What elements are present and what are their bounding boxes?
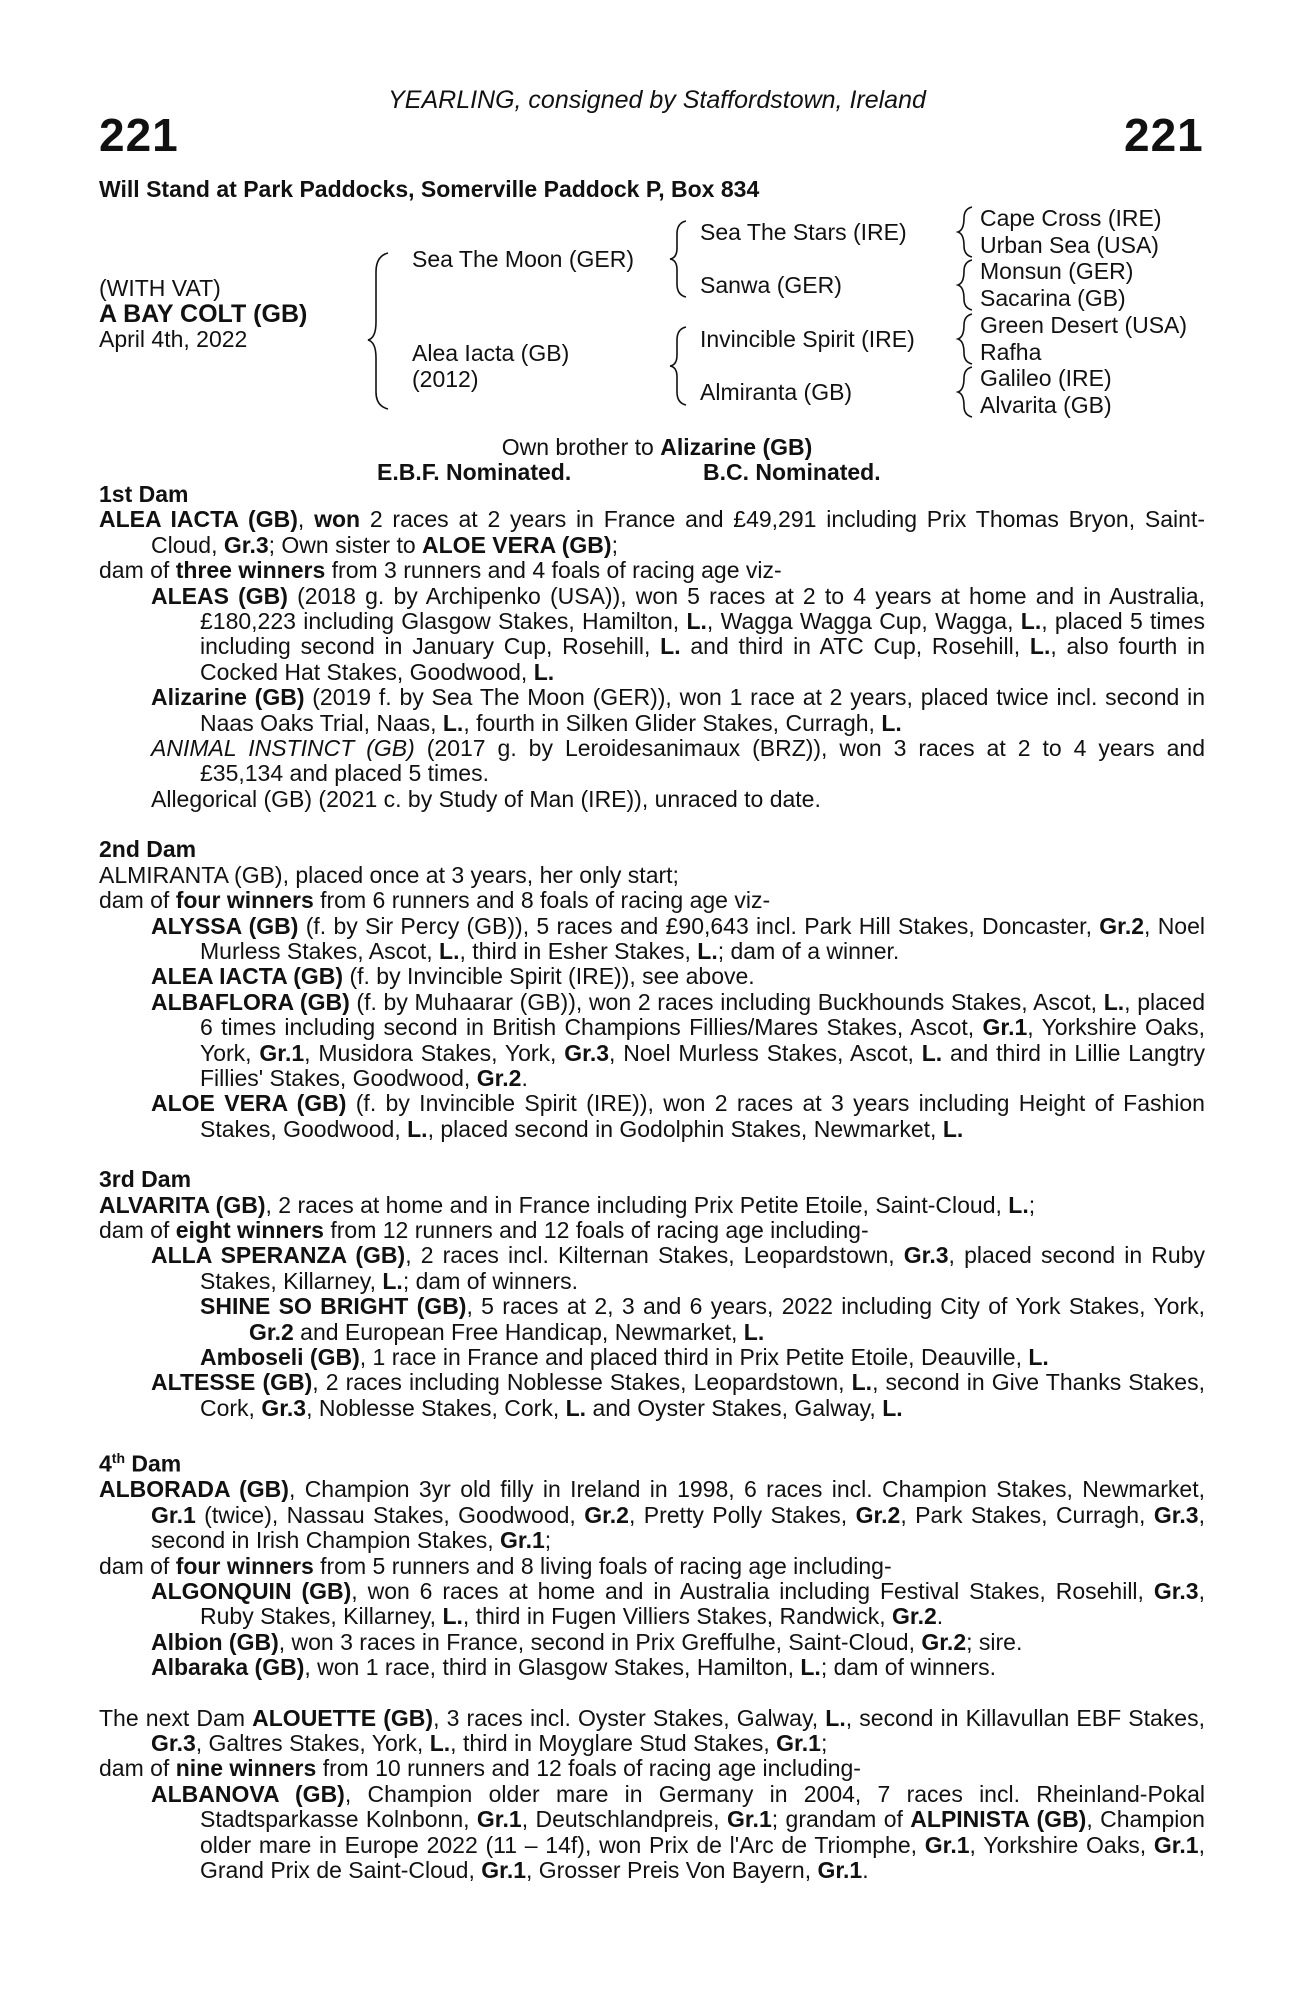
fourth-dam-entry: ALBORADA (GB), Champion 3yr old filly in Ireland in 1998, 6 races incl. Champion Stakes, Newmarket, Gr.1 (twice), Nassau Stakes, Goodwood, Gr.2, Pretty Polly Stakes, Gr.2, Park Stakes, Curragh, Gr.3, second in Irish Champion Stakes, Gr.1; [99,1476,1205,1554]
produce-amboseli: Amboseli (GB), 1 race in France and placed third in Prix Petite Etoile, Deauville, L. [200,1344,1049,1370]
first-dam-entry: ALEA IACTA (GB), won 2 races at 2 years in France and £49,291 including Prix Thomas Bryon, Saint-Cloud, Gr.3; Own sister to ALOE VERA (GB); [99,506,1205,558]
own-brother-name: Alizarine (GB) [660,434,813,460]
great-granddam-3: Rafha [980,339,1042,365]
second-dam-produce: dam of four winners from 6 runners and 8 foals of racing age viz- [99,887,771,914]
produce-aloe-vera: ALOE VERA (GB) (f. by Invincible Spirit (IRE)), won 2 races at 3 years including Height of Fashion Stakes, Goodwood, L., placed second in Godolphin Stakes, Newmarket, L. [151,1090,1205,1142]
great-grandsire-4: Galileo (IRE) [980,365,1112,391]
horse-name: A BAY COLT (GB) [99,300,308,328]
second-dam-entry: ALMIRANTA (GB), placed once at 3 years, her only start; [99,861,679,888]
foaling-date: April 4th, 2022 [99,326,248,352]
next-dam-produce: dam of nine winners from 10 runners and 12 foals of racing age including- [99,1755,861,1782]
produce-algonquin: ALGONQUIN (GB), won 6 races at home and in Australia including Festival Stakes, Rosehill, Gr.3, Ruby Stakes, Killarney, L., third in Fugen Villiers Stakes, Randwick, Gr.2. [151,1577,1205,1630]
great-grandsire-1: Cape Cross (IRE) [980,205,1162,231]
produce-alizarine: Alizarine (GB) (2019 f. by Sea The Moon (GER)), won 1 race at 2 years, placed twice incl. second in Naas Oaks Trial, Naas, L., fourth in Silken Glider Stakes, Curragh, L. [151,684,1206,736]
great-granddam-4: Alvarita (GB) [980,392,1112,418]
produce-allegorical: Allegorical (GB) (2021 c. by Study of Man (IRE)), unraced to date. [151,785,821,812]
bc-nominated: B.C. Nominated. [703,459,881,485]
sire-name: Sea The Moon (GER) [412,246,635,272]
produce-albion: Albion (GB), won 3 races in France, second in Prix Greffulhe, Saint-Cloud, Gr.2; sire. [151,1628,1023,1655]
great-granddam-2: Sacarina (GB) [980,285,1126,311]
consignment-line: YEARLING, consigned by Staffordstown, Ireland [388,86,926,114]
produce-animal-instinct: ANIMAL INSTINCT (GB) (2017 g. by Leroidesanimaux (BRZ)), won 3 races at 2 to 4 years and £35,134 and placed 5 times. [151,735,1205,787]
ebf-nominated: E.B.F. Nominated. [377,459,572,485]
lot-number-left: 221 [99,109,179,161]
produce-albaflora: ALBAFLORA (GB) (f. by Muhaarar (GB)), won 2 races including Buckhounds Stakes, Ascot, L., placed 6 times including second in British Champions Fillies/Mares Stakes, Ascot, Gr.1, Yorkshire Oaks, York, Gr.1, Musidora Stakes, York, Gr.3, Noel Murless Stakes, Ascot, L. and third in Lillie Langtry Fillies' Stakes, Goodwood, Gr.2. [151,988,1206,1091]
lot-number-right: 221 [1124,109,1204,161]
stand-location: Will Stand at Park Paddocks, Somerville Paddock P, Box 834 [99,176,760,202]
sire-dam: Sanwa (GER) [700,272,842,298]
third-dam-heading: 3rd Dam [99,1166,192,1193]
produce-alla-speranza: ALLA SPERANZA (GB), 2 races incl. Kilternan Stakes, Leopardstown, Gr.3, placed second in Ruby Stakes, Killarney, L.; dam of winners. [151,1242,1205,1294]
catalogue-body [99,482,1205,1883]
produce-albaraka: Albaraka (GB), won 1 race, third in Glasgow Stakes, Hamilton, L.; dam of winners. [151,1654,996,1681]
great-grandsire-3: Green Desert (USA) [980,312,1188,338]
third-dam-produce: dam of eight winners from 12 runners and 12 foals of racing age including- [99,1216,869,1243]
produce-albanova: ALBANOVA (GB), Champion older mare in Germany in 2004, 7 races incl. Rheinland-Pokal Stadtsparkasse Kolnbonn, Gr.1, Deutschlandpreis, Gr.1; grandam of ALPINISTA (GB), Champion older mare in Europe 2022 (11 – 14f), won Prix de l'Arc de Triomphe, Gr.1, Yorkshire Oaks, Gr.1, Grand Prix de Saint-Cloud, Gr.1, Grosser Preis Von Bayern, Gr.1. [151,1780,1205,1883]
dam-year: (2012) [412,366,479,392]
great-granddam-1: Urban Sea (USA) [980,232,1159,258]
next-dam-entry: The next Dam ALOUETTE (GB), 3 races incl. Oyster Stakes, Galway, L., second in Killavullan EBF Stakes, Gr.3, Galtres Stakes, York, L., third in Moyglare Stud Stakes, Gr.1; [99,1704,1205,1756]
first-dam-produce: dam of three winners from 3 runners and 4 foals of racing age viz- [99,557,782,584]
produce-shine-so-bright: SHINE SO BRIGHT (GB), 5 races at 2, 3 and 6 years, 2022 including City of York Stakes, York, Gr.2 and European Free Handicap, Newmarket, L. [200,1293,1205,1345]
dam-dam: Almiranta (GB) [700,379,853,405]
own-brother-note: Own brother to Alizarine (GB) [501,434,813,460]
first-dam-heading: 1st Dam [99,481,189,507]
produce-alyssa: ALYSSA (GB) (f. by Sir Percy (GB)), 5 races and £90,643 incl. Park Hill Stakes, Doncaster, Gr.2, Noel Murless Stakes, Ascot, L., third in Esher Stakes, L.; dam of a winner. [151,912,1205,964]
fourth-dam-heading: 4th Dam [99,1450,182,1477]
third-dam-entry: ALVARITA (GB), 2 races at home and in France including Prix Petite Etoile, Saint-Cloud, L.; [99,1191,1036,1218]
vat-note: (WITH VAT) [99,275,221,301]
sire-sire: Sea The Stars (IRE) [700,219,907,245]
second-dam-heading: 2nd Dam [99,836,197,863]
produce-alea-iacta: ALEA IACTA (GB) (f. by Invincible Spirit (IRE)), see above. [151,963,755,990]
produce-aleas: ALEAS (GB) (2018 g. by Archipenko (USA)), won 5 races at 2 to 4 years at home and in Australia, £180,223 including Glasgow Stakes, Hamilton, L., Wagga Wagga Cup, Wagga, L., placed 5 times including second in January Cup, Rosehill, L. and third in ATC Cup, Rosehill, L., also fourth in Cocked Hat Stakes, Goodwood, L. [151,582,1205,685]
dam-name: Alea Iacta (GB) [412,340,570,366]
produce-altesse: ALTESSE (GB), 2 races including Noblesse Stakes, Leopardstown, L., second in Give Thanks Stakes, Cork, Gr.3, Noblesse Stakes, Cork, L. and Oyster Stakes, Galway, L. [151,1369,1205,1421]
dam-sire: Invincible Spirit (IRE) [700,326,915,352]
great-grandsire-2: Monsun (GER) [980,258,1134,284]
fourth-dam-produce: dam of four winners from 5 runners and 8 living foals of racing age including- [99,1552,892,1579]
